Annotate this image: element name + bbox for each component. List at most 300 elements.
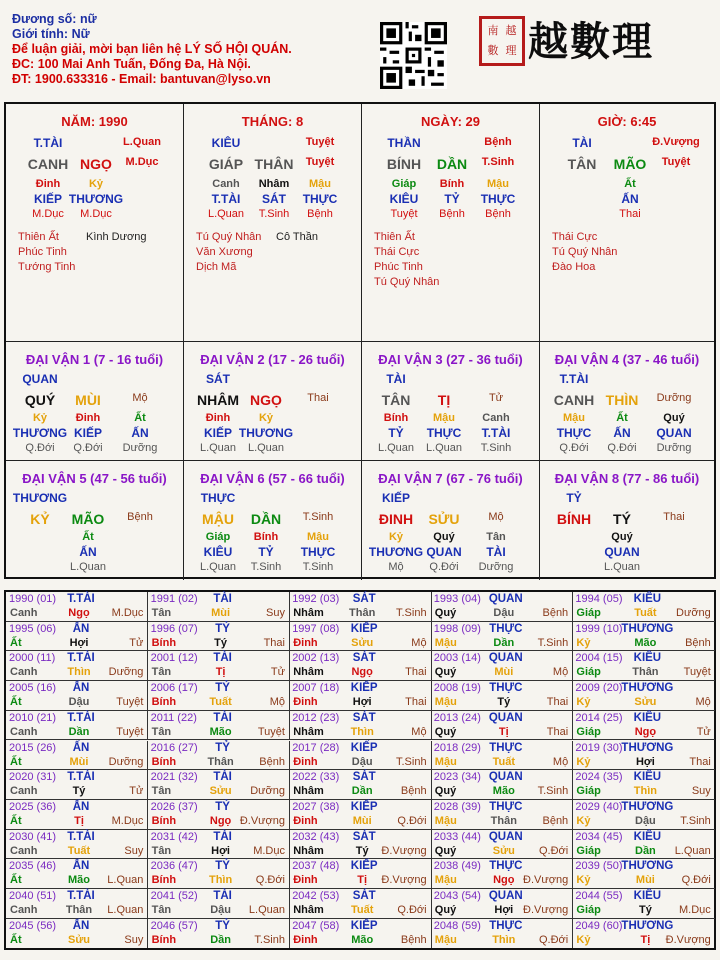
star-item: Dịch Mã — [196, 261, 237, 273]
dai-van-stem: QUÝ — [24, 392, 56, 408]
year-stem: Mậu — [434, 755, 457, 768]
dai-van-hidden-god: QUAN — [656, 426, 692, 440]
year-stem: Quý — [434, 666, 457, 679]
year-label: 2042 (53) — [292, 890, 340, 902]
year-cell — [431, 711, 573, 741]
year-cell — [148, 800, 290, 830]
dai-van-hidden-state: L.Quan — [377, 442, 415, 454]
hidden-god: THỰC — [302, 192, 338, 206]
year-cell — [289, 830, 431, 860]
year-state: L.Quan — [107, 904, 144, 916]
year-branch: Hợi — [494, 904, 514, 916]
year-branch: Thân — [490, 814, 517, 827]
year-cell — [289, 711, 431, 741]
address-line: ĐC: 100 Mai Anh Tuấn, Đống Đa, Hà Nội. — [12, 57, 251, 71]
year-cell — [572, 741, 714, 771]
hidden-stem: Nhâm — [258, 178, 290, 190]
year-cell — [6, 651, 148, 681]
dai-van-hidden-state: Q.Đới — [25, 442, 55, 454]
year-god: KIÊU — [633, 890, 662, 902]
year-god: THƯƠNG — [621, 800, 674, 813]
year-label: 1995 (06) — [9, 622, 57, 635]
dai-van-hidden-god: TỶ — [258, 545, 274, 559]
year-label: 2031 (42) — [150, 830, 198, 843]
dai-van-hidden-stem: Kỷ — [32, 412, 48, 424]
header-info — [12, 12, 372, 87]
year-god: THƯƠNG — [621, 682, 674, 695]
year-stem: Giáp — [576, 607, 601, 619]
dai-van-hidden-stem: Kỷ — [388, 531, 404, 543]
dai-van-cell — [6, 461, 184, 580]
year-stem: Tân — [151, 904, 172, 916]
year-cell — [431, 800, 573, 830]
year-god: TỶ — [215, 919, 230, 932]
dai-van-hidden-state: Mộ — [388, 561, 404, 573]
year-label: 2032 (43) — [292, 830, 340, 843]
year-state: Q.Đới — [397, 904, 427, 916]
year-cell — [431, 859, 573, 889]
year-branch: Hợi — [635, 755, 655, 768]
dai-van-hidden-stem: Quý — [433, 531, 455, 543]
year-branch: Mùi — [69, 755, 89, 768]
dai-van-hidden-god: QUAN — [426, 545, 462, 559]
red-seal-stamp: 南 越 數 理 — [479, 16, 525, 66]
star-item: Tú Quý Nhân — [196, 231, 262, 243]
year-stem: Đinh — [293, 874, 318, 887]
dai-van-hidden-god: T.TÀI — [481, 426, 511, 440]
year-god: TÀI — [213, 593, 232, 605]
pillar-title: NĂM: 1990 — [61, 114, 128, 129]
year-state: Tử — [129, 785, 144, 798]
year-cell — [148, 919, 290, 949]
year-label: 2043 (54) — [433, 890, 481, 902]
year-state: Mộ — [411, 725, 427, 738]
year-state: T.Sinh — [537, 636, 569, 649]
hidden-state: Tuyệt — [390, 208, 418, 220]
dai-van-stem: CANH — [553, 392, 595, 408]
year-stem: Bính — [151, 814, 177, 827]
dai-van-stem: NHÂM — [197, 392, 239, 408]
year-god: SÁT — [352, 652, 376, 665]
pillar-top-state: L.Quan — [123, 136, 161, 148]
year-stem: Nhâm — [293, 844, 324, 857]
year-state: M.Dục — [679, 904, 711, 916]
year-branch: Dậu — [68, 696, 90, 709]
pillar-top-state: Bệnh — [484, 136, 512, 148]
star-item: Đào Hoa — [552, 261, 596, 273]
dai-van-hidden-stem: Ất — [134, 412, 146, 424]
year-state: Bệnh — [400, 933, 427, 946]
year-state: T.Sinh — [680, 814, 711, 827]
year-label: 2000 (11) — [9, 652, 56, 665]
year-stem: Giáp — [576, 725, 601, 738]
year-state: Mộ — [269, 696, 285, 709]
year-god: T.TÀI — [67, 652, 95, 665]
dai-van-hidden-state: L.Quan — [69, 561, 107, 573]
year-state: Thai — [689, 755, 711, 768]
phone-email-line: ĐT: 1900.633316 - Email: bantuvan@lyso.vn — [12, 72, 271, 86]
year-state: Đ.Vượng — [523, 874, 569, 887]
year-label: 2001 (12) — [150, 652, 198, 665]
dai-van-hidden-stem: Ất — [82, 531, 94, 543]
year-label: 2019 (30) — [575, 741, 623, 754]
star-item: Tướng Tinh — [18, 261, 76, 273]
value-gioi-tinh: Nữ — [71, 27, 90, 41]
year-state: Đ.Vượng — [381, 844, 427, 857]
year-cell — [431, 830, 573, 860]
value-duong-so: nữ — [79, 12, 97, 26]
year-state: Thai — [546, 725, 569, 738]
year-branch: Dậu — [635, 814, 656, 827]
year-stem: Tân — [151, 725, 172, 738]
year-label: 2025 (36) — [9, 800, 57, 813]
year-god: ẤN — [72, 800, 90, 813]
year-branch: Tuất — [67, 844, 91, 857]
dai-van-hidden-state: Q.Đới — [559, 442, 589, 454]
year-state: Dưỡng — [676, 607, 711, 619]
year-label: 2005 (16) — [9, 682, 57, 695]
hidden-god: ẤN — [621, 192, 639, 206]
hidden-state: M.Dục — [80, 208, 112, 220]
year-label: 2014 (25) — [575, 711, 623, 724]
year-label: 1997 (08) — [292, 622, 340, 635]
year-stem: Nhâm — [293, 607, 324, 619]
year-label: 2017 (28) — [292, 741, 340, 754]
year-cell — [289, 919, 431, 949]
star-item: Phúc Tinh — [18, 246, 67, 258]
year-state: M.Dục — [111, 607, 144, 619]
year-cell — [572, 770, 714, 800]
pillar-top-god: KIÊU — [211, 136, 241, 150]
year-stem: Canh — [10, 725, 38, 738]
year-cell — [572, 830, 714, 860]
pillar-top-god: TÀI — [572, 136, 592, 150]
dai-van-hidden-state: Q.Đới — [429, 561, 459, 573]
pillar-branch: NGỌ — [80, 156, 112, 172]
hidden-god: KIÊU — [389, 192, 419, 206]
pillar-title: NGÀY: 29 — [421, 114, 480, 129]
dai-van-cell — [6, 342, 184, 461]
year-cell — [572, 889, 714, 919]
year-branch: Tý — [72, 785, 86, 798]
pillar-top-god: THẦN — [387, 136, 421, 150]
year-label: 2039 (50) — [575, 860, 623, 873]
dai-van-hidden-god: KIẾP — [73, 426, 102, 440]
year-label: 2004 (15) — [575, 652, 623, 665]
year-god: T.TÀI — [67, 830, 95, 843]
dai-van-hidden-stem: Ất — [616, 412, 628, 424]
year-branch: Tị — [640, 933, 651, 946]
year-cell — [6, 711, 148, 741]
year-cell — [289, 889, 431, 919]
year-stem: Ất — [10, 696, 22, 709]
year-label: 2021 (32) — [150, 771, 198, 784]
dai-van-branch: SỬU — [428, 511, 460, 527]
year-cell — [289, 741, 431, 771]
hidden-stem: Bính — [439, 178, 465, 190]
year-state: Mộ — [552, 755, 569, 768]
year-branch: Dậu — [493, 607, 515, 619]
year-stem: Kỷ — [576, 933, 591, 946]
year-label: 2038 (49) — [433, 860, 481, 873]
hidden-state: Bệnh — [485, 208, 511, 220]
year-branch: Mão — [68, 874, 90, 887]
year-cell — [6, 800, 148, 830]
year-cell — [148, 859, 290, 889]
year-label: 1994 (05) — [575, 593, 623, 605]
year-label: 2026 (37) — [150, 800, 198, 813]
year-god: T.TÀI — [67, 771, 95, 784]
year-stem: Giáp — [576, 785, 601, 798]
year-stem: Kỷ — [576, 636, 591, 649]
dai-van-hidden-god: TÀI — [486, 545, 506, 559]
pillar-stem: TÂN — [567, 156, 597, 172]
year-label: 2035 (46) — [9, 860, 57, 873]
dai-van-cell — [362, 461, 540, 580]
year-state: Suy — [124, 844, 144, 857]
year-state: Đ.Vượng — [665, 933, 711, 946]
year-branch: Dậu — [210, 904, 231, 916]
year-god: TÀI — [213, 652, 232, 665]
year-label: 2048 (59) — [433, 919, 481, 932]
dai-van-stem: ĐINH — [378, 511, 414, 527]
year-stem: Đinh — [293, 696, 318, 709]
year-state: Tuyệt — [116, 725, 144, 738]
year-stem: Bính — [151, 933, 177, 946]
dai-van-state: Tử — [488, 392, 504, 404]
year-stem: Canh — [10, 666, 38, 679]
dai-van-title: ĐẠI VẬN 5 (47 - 56 tuổi) — [22, 471, 167, 486]
year-state: Tuyệt — [257, 725, 285, 738]
year-branch: Tý — [214, 636, 228, 649]
dai-van-hidden-god: KIẾP — [203, 426, 232, 440]
year-label: 2030 (41) — [9, 830, 57, 843]
year-god: THƯƠNG — [621, 919, 674, 932]
year-god: KIẾP — [350, 860, 378, 873]
year-stem: Đinh — [293, 814, 318, 827]
hidden-stem: Kỷ — [88, 178, 104, 190]
year-god: TÀI — [213, 890, 232, 902]
year-branch: Mùi — [635, 874, 655, 887]
dai-van-title: ĐẠI VẬN 6 (57 - 66 tuổi) — [200, 471, 345, 486]
year-branch: Sửu — [351, 636, 374, 649]
year-cell — [572, 592, 714, 622]
year-cell — [431, 889, 573, 919]
year-stem: Đinh — [293, 755, 318, 768]
year-stem: Quý — [434, 844, 457, 857]
year-label: 1999 (10) — [575, 622, 623, 635]
year-cell — [148, 770, 290, 800]
year-cell — [572, 681, 714, 711]
star-list — [552, 230, 617, 275]
dai-van-title: ĐẠI VẬN 3 (27 - 36 tuổi) — [378, 352, 523, 367]
year-state: Q.Đới — [681, 874, 711, 887]
dai-van-state: Bệnh — [127, 511, 153, 523]
year-stem: Quý — [434, 607, 457, 619]
star-item: Tú Quý Nhân — [552, 246, 618, 258]
year-branch: Ngọ — [209, 814, 232, 827]
year-state: M.Dục — [111, 814, 144, 827]
year-label: 2041 (52) — [150, 890, 198, 902]
dai-van-hidden-state: L.Quan — [425, 442, 463, 454]
pillar-branch-state: Tuyệt — [661, 156, 691, 168]
dai-van-branch: DẦN — [250, 511, 282, 527]
dai-van-hidden-state: L.Quan — [199, 561, 237, 573]
year-label: 2049 (60) — [575, 919, 623, 932]
year-state: Bệnh — [542, 607, 569, 619]
dai-van-hidden-god: ẤN — [79, 545, 97, 559]
hidden-god: THƯƠNG — [68, 192, 124, 206]
year-label: 2040 (51) — [9, 890, 57, 902]
dai-van-title: ĐẠI VẬN 2 (17 - 26 tuổi) — [200, 352, 345, 367]
year-cell — [289, 859, 431, 889]
year-cell — [6, 592, 148, 622]
year-god: KIÊU — [633, 711, 662, 724]
label-duong-so: Đương số: — [12, 12, 77, 26]
year-god: QUAN — [488, 771, 523, 784]
year-cell — [6, 770, 148, 800]
year-stem: Tân — [151, 666, 172, 679]
year-branch: Tý — [497, 696, 511, 709]
year-branch: Mão — [634, 636, 657, 649]
year-state: Mộ — [411, 636, 427, 649]
year-branch: Ngọ — [351, 666, 373, 679]
pillar-stem: GIÁP — [208, 156, 244, 172]
year-state: Mộ — [552, 666, 569, 679]
year-god: SÁT — [352, 771, 376, 784]
year-cell — [431, 681, 573, 711]
year-state: Thai — [405, 666, 427, 679]
hidden-stem: Mậu — [487, 178, 509, 190]
year-stem: Bính — [151, 636, 177, 649]
year-cell — [148, 889, 290, 919]
year-branch: Tý — [638, 904, 652, 916]
year-branch: Tị — [357, 874, 368, 887]
year-label: 1998 (09) — [433, 622, 481, 635]
year-cell — [6, 919, 148, 949]
pillar-branch: DẦN — [436, 156, 468, 172]
dai-van-branch: MÙI — [75, 392, 101, 408]
year-branch: Dần — [351, 785, 373, 798]
year-stem: Nhâm — [293, 904, 324, 916]
dai-van-god: SÁT — [206, 372, 230, 386]
year-branch: Ngọ — [634, 725, 657, 738]
year-state: Tử — [129, 636, 144, 649]
year-label: 2009 (20) — [575, 682, 623, 695]
year-state: Suy — [124, 933, 144, 946]
year-god: ẤN — [72, 682, 90, 695]
year-stem: Ất — [10, 874, 22, 887]
year-cell — [431, 622, 573, 652]
dai-van-hidden-stem: Tân — [486, 531, 506, 543]
year-state: Đ.Vượng — [523, 904, 569, 916]
year-stem: Kỷ — [576, 814, 591, 827]
year-state: Bệnh — [685, 636, 711, 649]
year-god: THỰC — [489, 860, 523, 873]
star-list-2 — [86, 230, 146, 245]
pillar-stem: CANH — [27, 156, 69, 172]
year-branch: Tuất — [634, 607, 657, 619]
dai-van-hidden-stem: Đinh — [75, 412, 101, 424]
year-label: 1990 (01) — [9, 593, 57, 605]
year-state: Suy — [691, 785, 711, 798]
dai-van-hidden-stem: Quý — [663, 412, 685, 424]
pillar-cell — [540, 104, 714, 342]
year-god: KIÊU — [633, 652, 662, 665]
pillar-stem: BÍNH — [386, 156, 422, 172]
year-stem: Giáp — [576, 904, 601, 916]
year-state: Bệnh — [542, 814, 569, 827]
dai-van-hidden-god: THƯƠNG — [12, 426, 68, 440]
star-item: Thái Cực — [374, 246, 420, 258]
dai-van-hidden-stem: Bính — [383, 412, 409, 424]
year-stem: Mậu — [434, 814, 457, 827]
year-cell — [6, 859, 148, 889]
dai-van-hidden-god: THỰC — [556, 426, 592, 440]
year-cell — [148, 711, 290, 741]
dai-van-hidden-stem: Quý — [611, 531, 633, 543]
dai-van-hidden-state: T.Sinh — [250, 561, 282, 573]
star-item: Thái Cực — [552, 231, 598, 243]
year-god: QUAN — [488, 711, 523, 724]
dai-van-hidden-state: Q.Đới — [607, 442, 637, 454]
dai-van-cell — [540, 461, 714, 580]
dai-van-hidden-god: ẤN — [131, 426, 149, 440]
dai-van-hidden-state: Dưỡng — [122, 442, 158, 454]
year-god: TỶ — [215, 800, 230, 813]
year-branch: Ngọ — [68, 607, 90, 619]
year-state: T.Sinh — [396, 755, 427, 768]
hidden-state: T.Sinh — [258, 208, 290, 220]
star-item: Tú Quý Nhân — [374, 276, 440, 288]
dai-van-title: ĐẠI VẬN 7 (67 - 76 tuổi) — [378, 471, 523, 486]
year-state: L.Quan — [107, 874, 144, 887]
year-label: 2036 (47) — [150, 860, 198, 873]
year-label: 2022 (33) — [292, 771, 340, 784]
year-cell — [6, 622, 148, 652]
year-state: Dưỡng — [108, 755, 144, 768]
year-stem: Giáp — [576, 666, 601, 679]
year-branch: Mão — [351, 933, 374, 946]
year-god: TỶ — [215, 741, 230, 754]
year-stem: Kỷ — [576, 696, 591, 709]
year-stem: Tân — [151, 607, 172, 619]
year-state: L.Quan — [248, 904, 285, 916]
chart-grid — [4, 102, 716, 579]
year-branch: Dần — [68, 725, 90, 738]
year-branch: Tị — [74, 814, 84, 827]
year-label: 2002 (13) — [292, 652, 340, 665]
year-stem: Nhâm — [293, 725, 324, 738]
year-god: TỶ — [215, 622, 230, 635]
qr-code-icon — [380, 22, 447, 89]
year-branch: Hợi — [69, 636, 89, 649]
dai-van-branch: TÝ — [613, 511, 631, 527]
year-cell — [6, 889, 148, 919]
pillar-title: GIỜ: 6:45 — [597, 114, 657, 129]
year-state: T.Sinh — [396, 607, 427, 619]
hidden-state: Thai — [619, 208, 641, 220]
dai-van-god: QUAN — [22, 372, 58, 386]
dai-van-hidden-stem: Mậu — [433, 412, 455, 424]
year-god: KIÊU — [633, 593, 662, 605]
year-label: 2013 (24) — [433, 711, 481, 724]
year-branch: Thân — [632, 666, 659, 679]
year-label: 2027 (38) — [292, 800, 340, 813]
year-god: ẤN — [72, 919, 90, 932]
year-branch: Tý — [355, 844, 369, 857]
year-cell — [572, 711, 714, 741]
